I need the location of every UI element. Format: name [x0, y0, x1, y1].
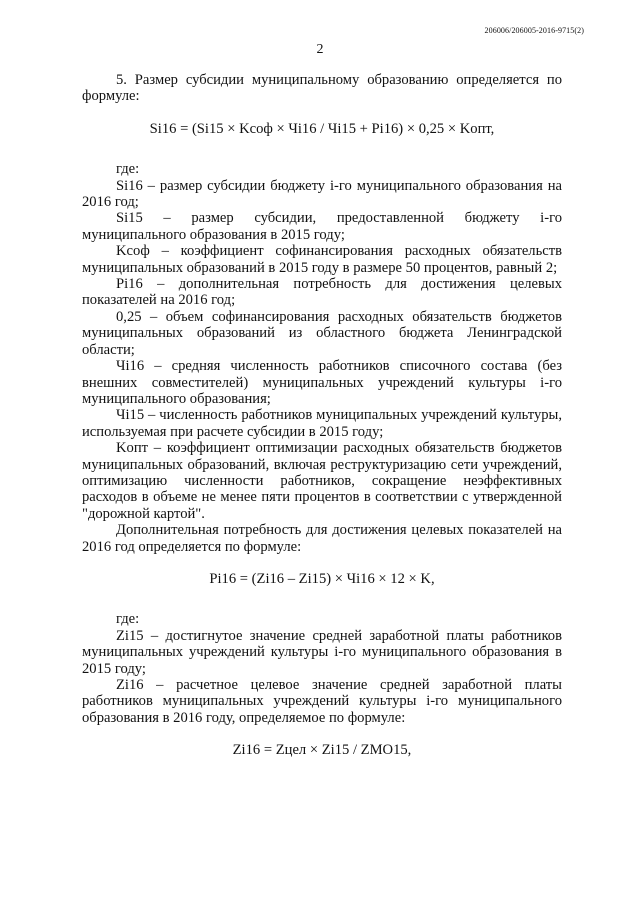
subsidy-formula: Si16 = (Si15 × Kсоф × Чi16 / Чi15 + Pi16) × 0,25 × Kопт,	[149, 120, 495, 137]
definition-item: 0,25 – объем софинансирования расходных обязательств бюджетов муниципальных образований из областного бюджета Ленинградской области;	[82, 308, 562, 358]
definition-item: Чi15 – численность работников муниципальных учреждений культуры, используемая при расчете субсидии в 2015 году;	[82, 407, 562, 440]
definition-item: Zi16 – расчетное целевое значение средней заработной платы работников муниципальных учреждений культуры i-го муниципального образования в 2016 году, определяемое по формуле:	[82, 677, 562, 726]
document-id: 206006/206005-2016-9715(2)	[484, 26, 584, 35]
definition-item: Pi16 – дополнительная потребность для достижения целевых показателей на 2016 год;	[82, 276, 562, 309]
salary-formula: Zi16 = Zцел × Zi15 / ZМО15,	[232, 742, 412, 759]
additional-need-formula: Pi16 = (Zi16 – Zi15) × Чi16 × 12 × K,	[209, 570, 435, 587]
page-number: 2	[316, 42, 324, 57]
where-label: где:	[116, 161, 140, 178]
additional-need-paragraph: Дополнительная потребность для достижения целевых показателей на 2016 год определяется по формуле:	[82, 522, 562, 555]
where-label: где:	[116, 611, 140, 628]
document-body	[82, 72, 562, 783]
definition-item: Чi16 – средняя численность работников списочного состава (без внешних совместителей) муниципальных учреждений культуры i-го муниципального образования;	[82, 358, 562, 407]
definition-item: Si15 – размер субсидии, предоставленной бюджету i-го муниципального образования в 2015 году;	[82, 210, 562, 243]
definition-item: Kопт – коэффициент оптимизации расходных обязательств бюджетов муниципальных образований, включая реструктуризацию сети учреждений, оптимизацию численности работников, сокращение неэффективных расходов в объеме не менее пяти процентов в соответствии с утвержденной "дорожной картой".	[82, 440, 562, 522]
definition-item: Si16 – размер субсидии бюджету i-го муниципального образования на 2016 год;	[82, 177, 562, 211]
intro-paragraph: 5. Размер субсидии муниципальному образованию определяется по формуле:	[82, 72, 562, 105]
definition-item: Zi15 – достигнутое значение средней заработной платы работников муниципальных учреждений культуры i-го муниципального образования в 2015 году;	[82, 627, 562, 677]
definition-item: Kсоф – коэффициент софинансирования расходных обязательств муниципальных образований в 2015 году в размере 50 процентов, равный 2;	[82, 243, 562, 276]
